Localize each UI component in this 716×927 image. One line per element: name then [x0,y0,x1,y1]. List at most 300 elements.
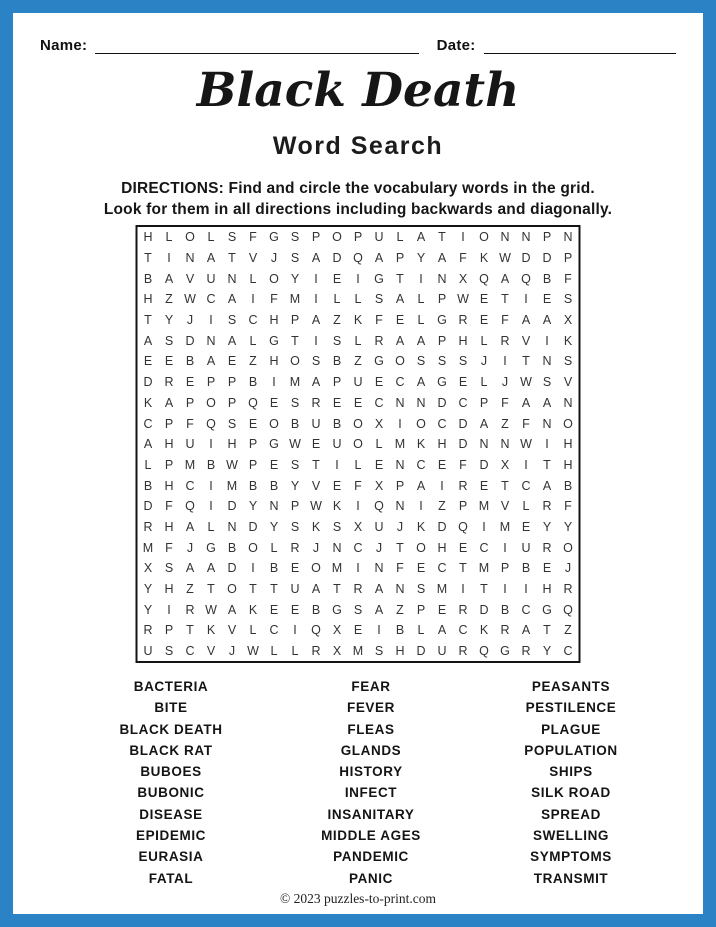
grid-cell: O [206,395,216,410]
grid-cell: N [395,395,405,410]
grid-cell: A [521,395,531,410]
grid-cell: B [521,561,531,576]
grid-cell: B [332,416,342,431]
grid-cell: P [227,375,237,390]
word-column [71,676,271,889]
grid-cell: H [143,230,153,245]
grid-cell: N [500,230,510,245]
grid-cell: O [185,230,195,245]
grid-cell: Z [249,354,257,369]
grid-cell: I [503,354,507,369]
grid-cell: S [437,354,447,369]
word-item: EPIDEMIC [135,828,207,844]
grid-cell: A [164,395,174,410]
grid-cell: X [563,313,573,328]
grid-cell: E [269,457,279,472]
grid-cell: J [480,354,488,369]
grid-cell: B [185,354,195,369]
grid-cell: D [521,251,531,266]
grid-cell: H [542,582,552,597]
grid-cell: O [353,437,363,452]
grid-cell: L [396,230,404,245]
grid-cell: S [374,292,384,307]
word-item: INFECT [344,785,398,801]
grid-cell: F [375,313,383,328]
grid-cell: D [479,602,489,617]
grid-cell: T [501,478,509,493]
grid-cell: W [289,437,301,452]
grid-cell: C [437,416,447,431]
grid-cell: L [417,313,425,328]
grid-cell: L [270,644,278,659]
grid-cell: D [542,251,552,266]
grid-cell: E [437,457,447,472]
grid-cell: Q [479,644,489,659]
grid-cell: E [479,478,489,493]
grid-cell: B [248,375,258,390]
grid-cell: Q [185,499,195,514]
grid-cell: G [542,602,552,617]
grid-cell: P [542,230,552,245]
grid-cell: L [291,644,299,659]
grid-cell: D [143,499,153,514]
grid-cell: E [458,540,468,555]
grid-cell: O [563,540,573,555]
date-label: Date: [436,37,476,54]
grid-cell: A [311,582,321,597]
grid-cell: A [185,561,195,576]
grid-cell: B [500,602,510,617]
grid-cell: N [479,437,489,452]
grid-cell: A [227,292,237,307]
grid-cell: E [311,437,321,452]
word-item: BUBONIC [137,785,205,801]
grid-cell: P [164,623,174,638]
grid-cell: N [563,230,573,245]
word-search-grid [136,225,581,663]
grid-cell: I [503,540,507,555]
grid-cell: T [459,561,467,576]
grid-cell: I [524,292,528,307]
grid-cell: A [143,333,153,348]
grid-cell: G [437,375,447,390]
grid-cell: B [395,623,405,638]
grid-cell: A [227,602,237,617]
word-item: FEVER [346,700,395,716]
grid-cell: T [186,623,194,638]
grid-cell: I [167,251,171,266]
grid-cell: L [249,271,257,286]
grid-cell: O [353,416,363,431]
grid-cell: T [291,333,299,348]
grid-cell: C [458,623,468,638]
grid-cell: Q [458,519,468,534]
grid-cell: G [437,313,447,328]
grid-cell: I [524,582,528,597]
grid-cell: M [289,292,301,307]
grid-cell: I [377,623,381,638]
grid-cell: D [416,644,426,659]
grid-cell: S [542,375,552,390]
grid-cell: Y [143,602,153,617]
grid-cell: E [374,375,384,390]
grid-cell: I [209,478,213,493]
grid-cell: F [396,561,404,576]
grid-cell: H [563,457,573,472]
grid-cell: N [395,457,405,472]
grid-cell: A [164,271,174,286]
grid-cell: C [416,457,426,472]
grid-cell: V [185,271,195,286]
grid-cell: S [458,354,468,369]
word-item: BUBOES [140,764,202,780]
grid-cell: M [436,582,448,597]
grid-cell: C [521,602,531,617]
grid-cell: A [206,561,216,576]
worksheet-page [13,13,703,914]
grid-cell: N [542,354,552,369]
grid-cell: A [542,313,552,328]
grid-cell: F [459,457,467,472]
grid-cell: D [437,519,447,534]
grid-cell: R [164,375,174,390]
grid-cell: L [207,230,215,245]
grid-cell: X [143,561,153,576]
grid-cell: E [479,292,489,307]
grid-cell: S [164,644,174,659]
grid-cell: T [543,623,551,638]
grid-cell: E [332,395,342,410]
grid-cell: X [332,623,342,638]
grid-cell: Y [164,313,174,328]
grid-cell: Y [542,519,552,534]
grid-cell: I [356,271,360,286]
grid-cell: J [186,540,194,555]
grid-cell: E [185,375,195,390]
grid-cell: Y [290,271,300,286]
grid-cell: W [520,375,532,390]
grid-cell: S [290,230,300,245]
grid-cell: N [542,416,552,431]
grid-cell: H [458,333,468,348]
grid-cell: T [312,457,320,472]
grid-cell: B [206,457,216,472]
word-item: MIDDLE AGES [321,828,421,844]
grid-cell: R [500,623,510,638]
copyright-credit: © 2023 puzzles-to-print.com [279,891,437,906]
grid-cell: L [249,623,257,638]
grid-cell: P [332,375,342,390]
grid-cell: W [226,457,238,472]
grid-cell: F [564,271,572,286]
grid-cell: T [480,582,488,597]
grid-cell: A [542,395,552,410]
grid-cell: R [542,540,552,555]
grid-cell: I [461,230,465,245]
grid-cell: S [332,333,342,348]
grid-cell: I [251,292,255,307]
word-item: SILK ROAD [531,785,611,801]
grid-cell: S [353,602,363,617]
grid-cell: N [416,395,426,410]
grid-cell: S [563,354,573,369]
grid-cell: C [353,540,363,555]
word-item: SHIPS [549,764,593,780]
grid-cell: R [458,313,468,328]
grid-cell: L [480,333,488,348]
grid-cell: Q [248,395,258,410]
grid-cell: I [251,561,255,576]
grid-cell: I [419,271,423,286]
grid-cell: I [419,499,423,514]
grid-cell: Q [311,623,321,638]
grid-cell: R [563,582,573,597]
word-item: HISTORY [339,764,403,780]
grid-cell: Q [206,416,216,431]
grid-cell: T [396,271,404,286]
grid-cell: X [374,478,384,493]
grid-cell: S [227,416,237,431]
grid-cell: K [563,333,573,348]
grid-cell: E [479,313,489,328]
grid-cell: K [332,499,342,514]
grid-cell: I [356,561,360,576]
name-label: Name: [40,37,88,54]
grid-cell: A [227,333,237,348]
grid-cell: Y [143,582,153,597]
grid-cell: L [249,333,257,348]
grid-cell: P [206,375,216,390]
word-item: PANDEMIC [333,849,409,865]
grid-cell: B [143,478,153,493]
grid-cell: O [416,540,426,555]
grid-cell: D [332,251,342,266]
word-item: TRANSMIT [533,870,609,886]
grid-cell: W [310,499,322,514]
grid-cell: L [480,375,488,390]
grid-cell: F [186,416,194,431]
grid-cell: C [563,644,573,659]
grid-cell: G [332,602,342,617]
grid-cell: A [479,416,489,431]
grid-cell: P [395,478,405,493]
word-item: SYMPTOMS [530,849,612,865]
grid-cell: Y [248,499,258,514]
grid-cell: P [437,292,447,307]
grid-cell: A [206,354,216,369]
grid-cell: R [353,582,363,597]
grid-cell: H [164,519,174,534]
grid-cell: J [312,540,320,555]
grid-cell: L [144,457,152,472]
grid-cell: G [500,644,510,659]
grid-cell: Y [416,251,426,266]
grid-cell: J [270,251,278,266]
grid-cell: I [545,437,549,452]
grid-cell: I [314,333,318,348]
grid-cell: I [545,333,549,348]
grid-cell: R [542,499,552,514]
grid-cell: N [500,437,510,452]
word-item: DISEASE [139,806,203,822]
grid-cell: O [269,416,279,431]
grid-cell: G [374,271,384,286]
grid-cell: M [226,478,238,493]
grid-cell: R [185,602,195,617]
grid-cell: O [248,540,258,555]
grid-cell: R [290,540,300,555]
grid-cell: F [522,416,530,431]
grid-cell: E [332,478,342,493]
grid-cell: S [164,333,174,348]
grid-cell: J [564,561,572,576]
grid-cell: P [395,251,405,266]
grid-cell: C [437,561,447,576]
word-item: GLANDS [340,742,402,758]
grid-cell: T [249,582,257,597]
grid-cell: A [416,478,426,493]
grid-cell: D [227,499,237,514]
grid-cell: K [248,602,258,617]
grid-cell: F [501,395,509,410]
grid-cell: U [521,540,531,555]
grid-cell: D [437,395,447,410]
grid-cell: M [331,561,343,576]
grid-cell: U [206,271,216,286]
grid-cell: V [227,623,237,638]
word-item: FEAR [351,679,391,694]
grid-cell: A [185,519,195,534]
grid-cell: P [248,457,258,472]
grid-cell: A [395,333,405,348]
word-column [471,676,671,889]
grid-cell: Q [353,251,363,266]
grid-cell: E [542,292,552,307]
grid-cell: N [332,540,342,555]
grid-cell: T [144,313,152,328]
grid-cell: L [165,230,173,245]
grid-cell: B [311,602,321,617]
word-item: INSANITARY [327,806,415,822]
word-list [71,676,671,889]
grid-cell: T [396,540,404,555]
word-item: BACTERIA [133,679,209,694]
grid-cell: P [437,333,447,348]
grid-cell: B [143,271,153,286]
grid-cell: Y [542,644,552,659]
word-item: PLAGUE [541,721,601,737]
grid-cell: E [248,416,258,431]
grid-cell: C [248,313,258,328]
grid-cell: V [521,333,531,348]
grid-cell: A [542,478,552,493]
grid-cell: I [272,375,276,390]
grid-cell: F [165,540,173,555]
grid-cell: J [396,519,404,534]
word-item: FATAL [148,870,194,886]
grid-cell: A [311,375,321,390]
grid-cell: S [290,395,300,410]
grid-cell: P [353,230,363,245]
grid-cell: E [395,313,405,328]
grid-cell: L [354,292,362,307]
grid-cell: Z [354,354,362,369]
grid-cell: J [228,644,236,659]
grid-cell: Q [374,499,384,514]
grid-cell: V [206,644,216,659]
grid-cell: K [206,623,216,638]
grid-cell: M [184,457,196,472]
grid-cell: C [458,395,468,410]
word-item: PEASANTS [531,679,611,694]
grid-cell: Z [333,313,341,328]
grid-cell: I [167,602,171,617]
grid-cell: A [416,375,426,390]
grid-cell: D [143,375,153,390]
grid-cell: D [185,333,195,348]
grid-cell: S [290,251,300,266]
grid-cell: A [437,251,447,266]
grid-cell: D [458,437,468,452]
grid-cell: D [227,561,237,576]
grid-cell: B [227,540,237,555]
grid-cell: Y [290,478,300,493]
grid-cell: H [164,582,174,597]
grid-cell: I [293,623,297,638]
grid-cell: H [395,644,405,659]
grid-cell: W [184,292,196,307]
grid-cell: N [395,582,405,597]
grid-cell: R [500,333,510,348]
grid-cell: E [521,519,531,534]
word-item: FLEAS [347,721,395,737]
grid-cell: S [374,644,384,659]
grid-cell: Z [396,602,404,617]
grid-cell: F [270,292,278,307]
grid-cell: S [227,313,237,328]
grid-cell: S [311,354,321,369]
grid-cell: C [479,540,489,555]
grid-cell: S [563,292,573,307]
name-date-row [40,37,676,54]
grid-cell: T [228,251,236,266]
grid-cell: B [542,271,552,286]
grid-cell: R [458,644,468,659]
word-item: BITE [154,700,188,716]
grid-cell: I [461,582,465,597]
word-column [271,676,471,889]
grid-cell: P [227,395,237,410]
grid-cell: R [374,333,384,348]
grid-cell: P [416,602,426,617]
grid-cell: U [374,519,384,534]
grid-cell: A [206,251,216,266]
grid-cell: P [164,416,174,431]
grid-cell: B [290,416,300,431]
grid-cell: I [440,478,444,493]
grid-cell: H [143,292,153,307]
grid-cell: Z [564,623,572,638]
grid-cell: O [311,561,321,576]
word-item: POPULATION [524,742,618,758]
grid-cell: U [311,416,321,431]
grid-cell: L [417,623,425,638]
grid-cell: A [143,437,153,452]
grid-cell: K [416,437,426,452]
grid-cell: I [209,437,213,452]
grid-cell: C [521,478,531,493]
grid-cell: P [248,437,258,452]
